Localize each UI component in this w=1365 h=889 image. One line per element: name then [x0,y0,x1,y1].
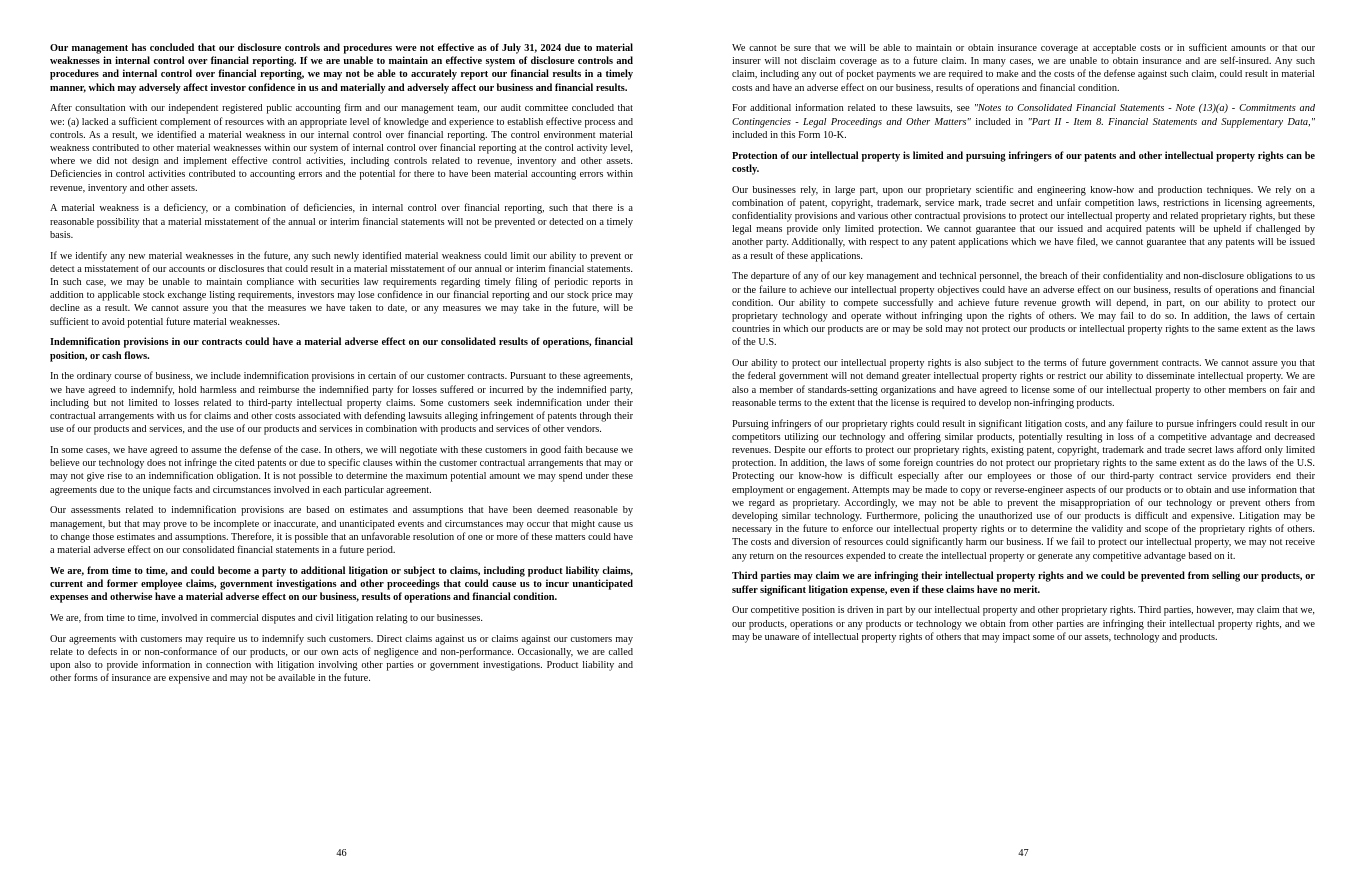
page-left [50,42,633,889]
text-run: included in [970,116,1028,128]
body-paragraph: A material weakness is a deficiency, or a combination of deficiencies, in internal control over financial reporting, such that there is a reasonable possibility that a material misstatement of the annual or interim financial statements will not be prevented or detected on a timely basis. [50,203,633,241]
body-paragraph: In the ordinary course of business, we include indemnification provisions in certain of our customer contracts. Pursuant to these agreements, we have agreed to indemnify, hold harmless and reimburse the indemnified party for losses suffered or incurred by the indemnified party, including but not limited to losses related to third-party intellectual property claims. Some customers seek indemnification under their contractual arrangements with us for claims and other costs associated with defending lawsuits alleging infringement of patents through their use of our products and services, and the use of our products and services in combination with products and services of other vendors. [50,371,633,436]
body-paragraph: We are, from time to time, involved in commercial disputes and civil litigation relating to our businesses. [50,613,483,625]
risk-factor-heading: Indemnification provisions in our contracts could have a material adverse effect on our consolidated results of operations, financial position, or cash flows. [50,337,633,362]
body-paragraph: Our assessments related to indemnification provisions are based on estimates and assumptions that have been deemed reasonable by management, but that may prove to be incomplete or inaccurate, and unanticipated events and circumstances may occur that might cause us to change those estimates and assumptions. Therefore, it is possible that an unfavorable resolution of one or more of these matters could have a material adverse effect on our consolidated financial statements in a future period. [50,505,633,557]
body-paragraph: Our agreements with customers may require us to indemnify such customers. Direct claims against us or claims against our customers may relate to defects in or non-conformance of our products, or our own acts of negligence and non-performance. Occasionally, we are called upon also to provide information in connection with litigation involving other parties or government investigations. Product liability and other forms of insurance are expensive and may not be available in the future. [50,633,633,685]
risk-factor-heading: Our management has concluded that our disclosure controls and procedures were not effective as of July 31, 2024 due to material weaknesses in internal control over financial reporting. If we are unable to maintain an effective system of disclosure controls and procedures and internal control over financial reporting, we may not be able to accurately report our financial results in a timely manner, which may adversely affect investor confidence in us and materially and adversely affect our business and financial results. [50,43,633,94]
reference-title-italic: "Notes to Consolidated Financial Statements - Note (13)(a) - Commitments and Contingencies - Legal Proceedings and Other Matters" [732,103,1316,128]
page-number: 47 [1018,848,1029,859]
body-paragraph: The departure of any of our key management and technical personnel, the breach of their confidentiality and non-disclosure obligations to us or the failure to achieve our intellectual property objectives could have an adverse effect on our business, results of operations and financial condition. Our ability to compete successfully and achieve future revenue growth will depend, in part, on our ability to protect our proprietary technology and operate without infringing upon the rights of others. We may fail to do so. In addition, the laws of certain countries in which our products are or may be sold may not protect our products or intellectual property rights to the same extent as the laws of the U.S. [732,271,1315,349]
page-content [50,42,633,686]
reference-title-italic: "Part II - Item 8. Financial Statements and Supplementary Data," [1027,116,1315,128]
page-number: 46 [336,848,347,859]
body-paragraph: If we identify any new material weaknesses in the future, any such newly identified material weakness could limit our ability to prevent or detect a misstatement of our accounts or disclosures that could result in a material misstatement of our annual or interim financial statements. In such case, we may be unable to maintain compliance with securities law requirements regarding timely filing of periodic reports in addition to applicable stock exchange listing requirements, investors may lose confidence in our financial reporting and our stock price may decline as a result. We cannot assure you that the measures we have taken to date, or any measures we may take in the future, will be sufficient to avoid potential future material weaknesses. [50,250,633,328]
body-paragraph: Our competitive position is driven in part by our intellectual property and other proprietary rights. Third parties, however, may claim that we, our products, operations or any products or technology we obtain from other parties are infringing their intellectual property rights, and we may be unaware of intellectual property rights of others that may impact some of our assets, technology and products. [732,605,1315,643]
text-run: included in this Form 10-K. [732,129,847,141]
body-paragraph: After consultation with our independent registered public accounting firm and our management team, our audit committee concluded that we: (a) lacked a sufficient complement of resources with an appropriate level of knowledge and experience to establish effective process and controls. As a result, we identified a material weakness in our internal control over financial reporting. The control environment material weakness contributed to other material weaknesses within our system of internal control over financial reporting at the control activity level, where we did not design and implement effective control activities, including controls related to revenue, inventory and other assets. Deficiencies in control activities contributed to accounting errors and the potential for there to have been material accounting errors within revenue, inventory and other assets. [50,103,633,194]
body-paragraph: In some cases, we have agreed to assume the defense of the case. In others, we will negotiate with these customers in good faith because we believe our technology does not infringe the cited patents or due to specific clauses within the customer contractual arrangements that may or may not give rise to an indemnification obligation. It is not possible to determine the maximum potential amount we may spend under these agreements due to the unique facts and circumstances involved in each particular agreement. [50,445,633,496]
text-run: For additional information related to these lawsuits, see [732,103,974,115]
body-paragraph [732,102,1315,142]
page-right [732,42,1315,889]
risk-factor-heading: Third parties may claim we are infringing their intellectual property rights and we could be prevented from selling our products, or suffer significant litigation expense, even if these claims have no merit. [732,571,1315,596]
body-paragraph: We cannot be sure that we will be able to maintain or obtain insurance coverage at acceptable costs or in sufficient amounts or that our insurer will not disclaim coverage as to a future claim. In many cases, we are unable to obtain insurance and are self-insured. Any such claim, including any out of pocket payments we are required to make and the costs of the defense against such claim, could result in material costs and have an adverse effect on our business, results of operations and financial condition. [732,43,1315,94]
risk-factor-heading: Protection of our intellectual property is limited and pursuing infringers of our patents and other intellectual property rights can be costly. [732,150,1315,175]
body-paragraph: Our businesses rely, in large part, upon our proprietary scientific and engineering know-how and production techniques. We rely on a combination of patent, copyright, trademark, service mark, trade secret and unfair competition laws, restrictions in licensing agreements, confidentiality provisions and various other contractual provisions to protect our intellectual property and related proprietary rights, but these legal means provide only limited protection. We cannot guarantee that our issued and acquired patents will be upheld if challenged by another party. Additionally, with respect to any patent applications which we have filed, we cannot guarantee that any patents will be issued as a result of these applications. [732,184,1315,262]
page-content [732,42,1315,644]
body-paragraph: Our ability to protect our intellectual property rights is also subject to the terms of future government contracts. We cannot assure you that the federal government will not demand greater intellectual property rights or restrict our ability to disseminate intellectual property. We are also a member of standards-setting organizations and have agreed to license some of our intellectual property to other members on fair and reasonable terms to the extent that the license is required to develop non-infringing products. [732,358,1315,409]
body-paragraph: Pursuing infringers of our proprietary rights could result in significant litigation costs, and any failure to pursue infringers could result in our competitors utilizing our technology and offering similar products, potentially resulting in loss of a competitive advantage and decreased revenues. Despite our efforts to protect our proprietary rights, existing patent, copyright, trademark and trade secret laws afford only limited protection. In addition, the laws of some foreign countries do not protect our proprietary rights to the same extent as do the laws of the U.S. Protecting our know-how is difficult especially after our employees or those of our third-party contract service providers end their employment or engagement. Attempts may be made to copy or reverse-engineer aspects of our products or to obtain and use information that we regard as proprietary. Accordingly, we may not be able to prevent the misappropriation of our technology or prevent others from developing similar technology. Furthermore, policing the unauthorized use of our products is difficult and expensive. Litigation may be necessary in the future to enforce our intellectual property rights or to determine the validity and scope of the proprietary rights of others. The costs and diversion of resources could significantly harm our business. If we fail to protect our intellectual property, we may not receive any return on the resources expended to create the intellectual property or generate any competitive advantage based on it. [732,418,1315,562]
risk-factor-heading: We are, from time to time, and could become a party to additional litigation or subject to claims, including product liability claims, current and former employee claims, government investigations and other proceedings that could cause us to incur unanticipated expenses and otherwise have a material adverse effect on our business, results of operations and financial condition. [50,565,633,604]
